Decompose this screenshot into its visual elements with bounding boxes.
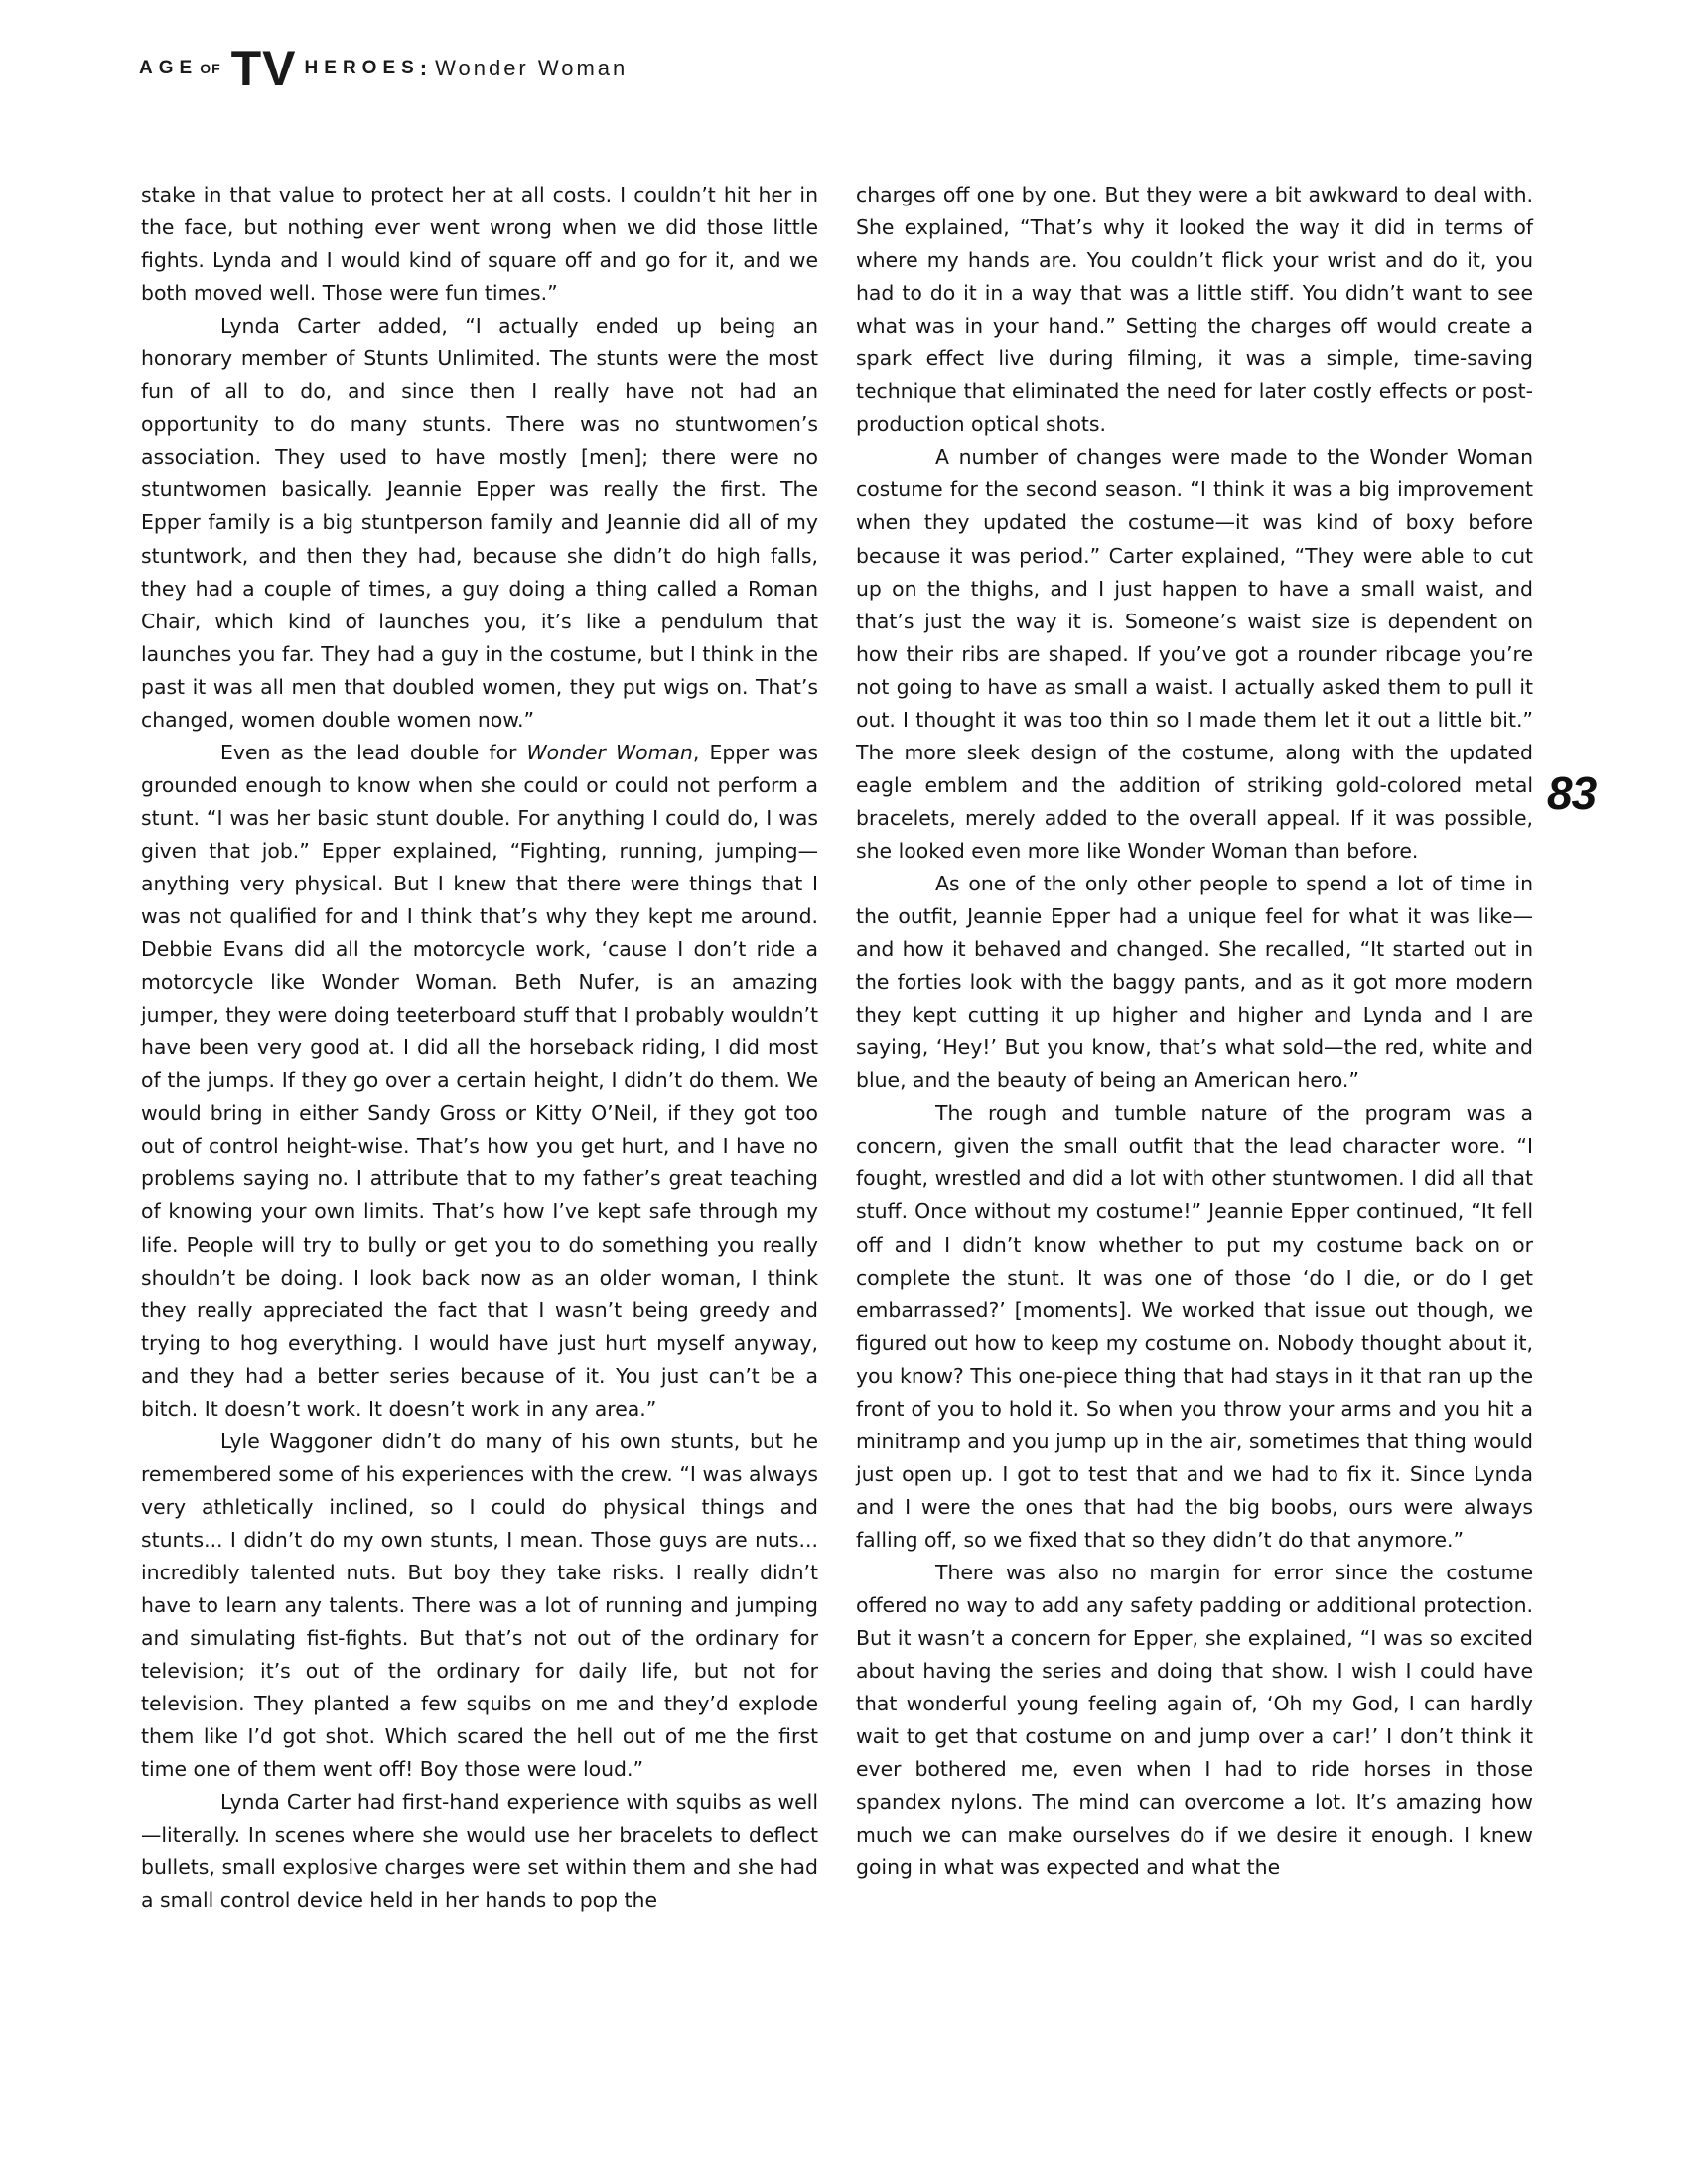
running-header: [139, 41, 629, 96]
paragraph: charges off one by one. But they were a bit awkward to deal with. She explained, “That’s why it looked the way it did in terms of where my hands are. You couldn’t flick your wrist and do it, you had to do it in a way that was a little stiff. You didn’t want to see what was in your hand.” Setting the charges off would create a spark effect live during filming, it was a simple, time-saving technique that eliminated the need for later costly effects or post-production optical shots.: [856, 183, 1533, 437]
paragraph: The rough and tumble nature of the program was a concern, given the small outfit that the lead character wore. “I fought, wrestled and did a lot with other stuntwomen. I did all that stuff. Once without my costume!” Jeannie Epper continued, “It fell off and I didn’t know whether to put my costume back on or complete the stunt. It was one of those ‘do I die, or do I get embarrassed?’ [moments]. We worked that issue out though, we figured out how to keep my costume on. Nobody thought about it, you know? This one-piece thing that had stays in it that ran up the front of you to hold it. So when you throw your arms and you hit a minitramp and you jump up in the air, sometimes that thing would just open up. I got to test that and we had to fix it. Since Lynda and I were the ones that had the big boobs, ours were always falling off, so we fixed that so they didn’t do that anymore.”: [856, 1101, 1534, 1552]
paragraph: A number of changes were made to the Wonder Woman costume for the second season. “I think it was a big improvement when they updated the costume—it was kind of boxy before because it was period.” Carter explained, “They were able to cut up on the thighs, and I just happen to have a small waist, and that’s just the way it is. Someone’s waist size is dependent on how their ribs are shaped. If you’ve got a rounder ribcage you’re not going to have as small a waist. I actually asked them to pull it out. I thought it was too thin so I made them let it out a little bit.” The more sleek design of the costume, along with the updated eagle emblem and the addition of striking gold-colored metal bracelets, merely added to the overall appeal. If it was possible, she looked even more like Wonder Woman than before.: [856, 445, 1533, 863]
header-of: OF: [200, 61, 221, 76]
right-text-column: [856, 179, 1533, 1884]
paragraph: As one of the only other people to spend a lot of time in the outfit, Jeannie Epper had a unique feel for what it was like—and how it behaved and changed. She recalled, “It started out in the forties look with the baggy pants, and as it got more modern they kept cutting it up higher and higher and Lynda and I are saying, ‘Hey!’ But you know, that’s what sold—the red, white and blue, and the beauty of being an American hero.”: [856, 871, 1533, 1093]
left-text-column: [141, 179, 818, 1917]
page-number: 83: [1547, 767, 1597, 819]
paragraph: [141, 737, 818, 1426]
header-age: AGE: [139, 58, 199, 78]
header-heroes: HEROES: [304, 58, 420, 78]
paragraph: There was also no margin for error since the costume offered no way to add any safety padding or additional protection. But it wasn’t a concern for Epper, she explained, “I was so excited about having the series and doing that show. I wish I could have that wonderful young feeling again of, ‘Oh my God, I can hardly wait to get that costume on and jump over a car!’ I don’t think it ever bothered me, even when I had to ride horses in those spandex nylons. The mind can overcome a lot. It’s amazing how much we can make ourselves do if we desire it enough. I knew going in what was expected and what the: [856, 1560, 1533, 1880]
header-colon: :: [419, 56, 428, 80]
header-subtitle: Wonder Woman: [435, 56, 629, 80]
paragraph-text: Even as the lead double for: [220, 740, 527, 764]
paragraph: Lynda Carter added, “I actually ended up being an honorary member of Stunts Unlimited. The stunts were the most fun of all to do, and since then I really have not had an opportunity to do many stunts. There was no stuntwomen’s association. They used to have mostly [men]; there were no stuntwomen basically. Jeannie Epper was really the first. The Epper family is a big stuntperson family and Jeannie did all of my stuntwork, and then they had, because she didn’t do high falls, they had a couple of times, a guy doing a thing called a Roman Chair, which kind of launches you, it’s like a pendulum that launches you far. They had a guy in the costume, but I think in the past it was all men that doubled women, they put wigs on. That’s changed, women double women now.”: [141, 314, 818, 732]
paragraph-text: , Epper was grounded enough to know when she could or could not perform a stunt. “I was her basic stunt double. For anything I could do, I was given that job.” Epper explained, “Fighting, running, jumping—anything very physical. But I knew that there were things that I was not qualified for and I think that’s why they kept me around. Debbie Evans did all the motorcycle work, ‘cause I don’t ride a motorcycle like Wonder Woman. Beth Nufer, is an amazing jumper, they were doing teeterboard stuff that I probably wouldn’t have been very good at. I did all the horseback riding, I did most of the jumps. If they go over a certain height, I didn’t do them. We would bring in either Sandy Gross or Kitty O’Neil, if they got too out of control height-wise. That’s how you get hurt, and I have no problems saying no. I attribute that to my father’s great teaching of knowing your own limits. That’s how I’ve kept safe through my life. People will try to bully or get you to do something you really shouldn’t be doing. I look back now as an older woman, I think they really appreciated the fact that I wasn’t being greedy and trying to hog everything. I would have just hurt myself anyway, and they had a better series because of it. You just can’t be a bitch. It doesn’t work. It doesn’t work in any area.”: [141, 740, 818, 1421]
header-tv: TV: [230, 41, 297, 96]
paragraph: Lynda Carter had first-hand experience with squibs as well—literally. In scenes where she would use her bracelets to deflect bullets, small explosive charges were set within them and she had a small control device held in her hands to pop the: [141, 1790, 818, 1913]
paragraph: stake in that value to protect her at all costs. I couldn’t hit her in the face, but nothing ever went wrong when we did those little fights. Lynda and I would kind of square off and go for it, and we both moved well. Those were fun times.”: [141, 183, 818, 306]
show-title-italic: Wonder Woman: [526, 740, 693, 764]
paragraph: Lyle Waggoner didn’t do many of his own stunts, but he remembered some of his experiences with the crew. “I was always very athletically inclined, so I could do physical things and stunts... I didn’t do my own stunts, I mean. Those guys are nuts... incredibly talented nuts. But boy they take risks. I really didn’t have to learn any talents. There was a lot of running and jumping and simulating fist-fights. But that’s not out of the ordinary for television; it’s out of the ordinary for daily life, but not for television. They planted a few squibs on me and they’d explode them like I’d got shot. Which scared the hell out of me the first time one of them went off! Boy those were loud.”: [141, 1429, 818, 1782]
